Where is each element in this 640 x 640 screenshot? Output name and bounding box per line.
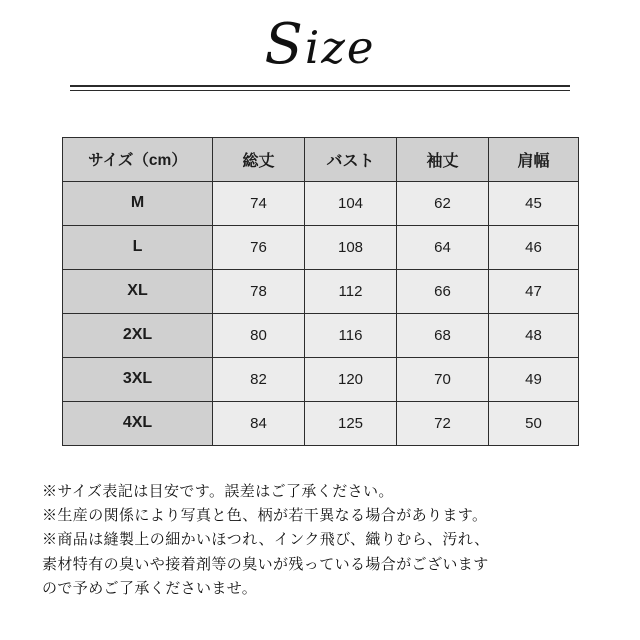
title-divider bbox=[70, 85, 570, 91]
cell-shoulder: 48 bbox=[489, 313, 579, 357]
title-area bbox=[0, 0, 640, 91]
notes-section bbox=[42, 480, 598, 601]
cell-sleeve: 72 bbox=[397, 401, 489, 445]
cell-sleeve: 62 bbox=[397, 181, 489, 225]
divider-thick bbox=[70, 85, 570, 87]
table-row bbox=[63, 181, 579, 225]
cell-sleeve: 70 bbox=[397, 357, 489, 401]
column-header-length: 総丈 bbox=[213, 137, 305, 181]
divider-thin bbox=[70, 90, 570, 91]
note-line-5: ので予めご了承くださいませ。 bbox=[42, 579, 258, 597]
page-title-initial: S bbox=[264, 12, 305, 77]
cell-bust: 125 bbox=[305, 401, 397, 445]
cell-shoulder: 49 bbox=[489, 357, 579, 401]
cell-shoulder: 45 bbox=[489, 181, 579, 225]
row-label: L bbox=[63, 225, 213, 269]
row-label: 3XL bbox=[63, 357, 213, 401]
cell-length: 82 bbox=[213, 357, 305, 401]
cell-shoulder: 46 bbox=[489, 225, 579, 269]
note-line-2: ※生産の関係により写真と色、柄が若干異なる場合があります。 bbox=[42, 507, 488, 525]
table-row bbox=[63, 225, 579, 269]
cell-bust: 116 bbox=[305, 313, 397, 357]
table-row bbox=[63, 401, 579, 445]
table-header-row bbox=[63, 137, 579, 181]
page-title bbox=[0, 12, 640, 77]
table-row bbox=[63, 269, 579, 313]
table-row bbox=[63, 313, 579, 357]
cell-length: 84 bbox=[213, 401, 305, 445]
cell-shoulder: 47 bbox=[489, 269, 579, 313]
note-line-3: ※商品は縫製上の細かいほつれ、インク飛び、織りむら、汚れ、 bbox=[42, 531, 490, 549]
note-line-4: 素材特有の臭いや接着剤等の臭いが残っている場合がございます bbox=[42, 555, 489, 573]
cell-bust: 112 bbox=[305, 269, 397, 313]
cell-length: 76 bbox=[213, 225, 305, 269]
column-header-shoulder: 肩幅 bbox=[489, 137, 579, 181]
page-title-rest: ize bbox=[304, 21, 376, 74]
note-line-1: ※サイズ表記は目安です。誤差はご了承ください。 bbox=[42, 482, 394, 500]
cell-bust: 108 bbox=[305, 225, 397, 269]
table-row bbox=[63, 357, 579, 401]
cell-bust: 120 bbox=[305, 357, 397, 401]
size-table-head bbox=[63, 137, 579, 181]
column-header-bust: バスト bbox=[305, 137, 397, 181]
cell-shoulder: 50 bbox=[489, 401, 579, 445]
column-header-sleeve: 袖丈 bbox=[397, 137, 489, 181]
cell-length: 78 bbox=[213, 269, 305, 313]
cell-sleeve: 64 bbox=[397, 225, 489, 269]
row-label: 2XL bbox=[63, 313, 213, 357]
column-header-size: サイズ（cm） bbox=[63, 137, 213, 181]
size-table-wrapper bbox=[62, 137, 578, 446]
row-label: XL bbox=[63, 269, 213, 313]
cell-length: 80 bbox=[213, 313, 305, 357]
row-label: 4XL bbox=[63, 401, 213, 445]
row-label: M bbox=[63, 181, 213, 225]
cell-bust: 104 bbox=[305, 181, 397, 225]
cell-sleeve: 68 bbox=[397, 313, 489, 357]
size-table-body bbox=[63, 181, 579, 445]
cell-length: 74 bbox=[213, 181, 305, 225]
cell-sleeve: 66 bbox=[397, 269, 489, 313]
size-table bbox=[62, 137, 579, 446]
